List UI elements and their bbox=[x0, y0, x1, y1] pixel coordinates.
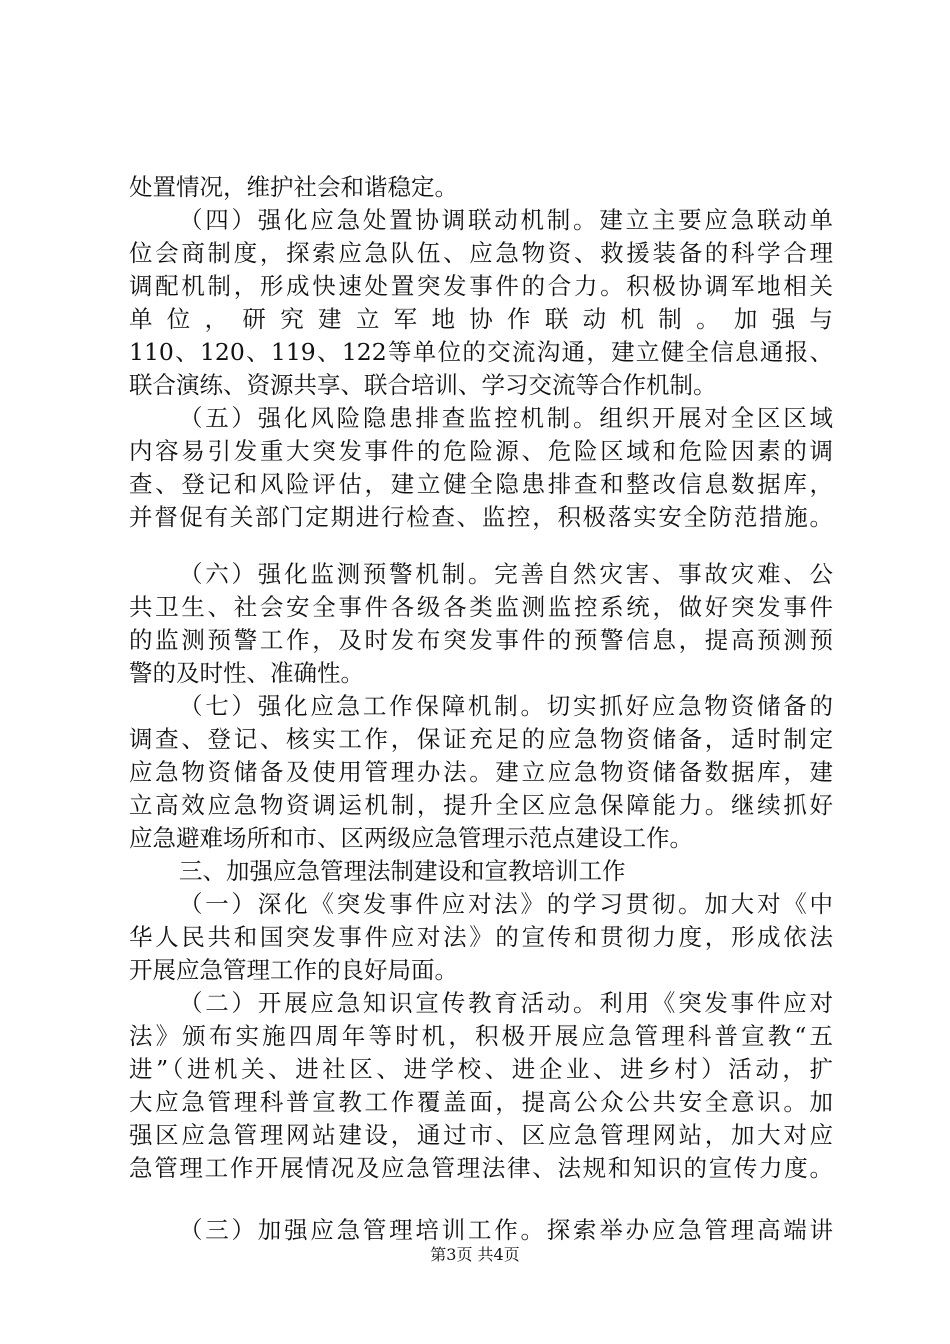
text-line: 进”（进机关、进社区、进学校、进企业、进乡村）活动，扩 bbox=[129, 1055, 833, 1083]
page-number-label: 第3页 共4页 bbox=[430, 1245, 520, 1264]
text-line: 的监测预警工作，及时发布突发事件的预警信息，提高预测预 bbox=[129, 626, 833, 654]
text-line: 调查、登记、核实工作，保证充足的应急物资储备，适时制定 bbox=[129, 725, 833, 753]
text-line: 应急物资储备及使用管理办法。建立应急物资储备数据库，建 bbox=[129, 758, 833, 786]
document-body bbox=[129, 171, 833, 1247]
text-line: 开展应急管理工作的良好局面。 bbox=[129, 956, 458, 984]
text-line: 单位，研究建立军地协作联动机制。加强与 bbox=[129, 305, 833, 333]
text-line: 应急避难场所和市、区两级应急管理示范点建设工作。 bbox=[129, 824, 693, 852]
text-line: 内容易引发重大突发事件的危险源、危险区域和危险因素的调 bbox=[129, 437, 833, 465]
paragraph-heading-line: （二）开展应急知识宣传教育活动。利用《突发事件应对 bbox=[179, 989, 833, 1017]
section-heading: 三、加强应急管理法制建设和宣教培训工作 bbox=[179, 857, 626, 885]
text-line: 华人民共和国突发事件应对法》的宣传和贯彻力度，形成依法 bbox=[129, 923, 833, 951]
paragraph-heading-line: （五）强化风险隐患排查监控机制。组织开展对全区区域 bbox=[179, 404, 833, 432]
text-line: 共卫生、社会安全事件各级各类监测监控系统，做好突发事件 bbox=[129, 593, 833, 621]
paragraph-gap bbox=[129, 1185, 833, 1214]
paragraph-heading-line: （一）深化《突发事件应对法》的学习贯彻。加大对《中 bbox=[179, 890, 833, 918]
text-line: 立高效应急物资调运机制，提升全区应急保障能力。继续抓好 bbox=[129, 791, 833, 819]
paragraph-heading-line: （三）加强应急管理培训工作。探索举办应急管理高端讲 bbox=[179, 1216, 833, 1244]
text-line: 位会商制度，探索应急队伍、应急物资、救援装备的科学合理 bbox=[129, 239, 833, 267]
page-footer bbox=[0, 1244, 950, 1266]
paragraph-heading-line: （四）强化应急处置协调联动机制。建立主要应急联动单 bbox=[179, 206, 833, 234]
text-line: 警的及时性、准确性。 bbox=[129, 659, 364, 687]
text-line: 大应急管理科普宣教工作覆盖面，提高公众公共安全意识。加 bbox=[129, 1088, 833, 1116]
text-line: 110、120、119、122等单位的交流沟通，建立健全信息通报、 bbox=[129, 338, 833, 366]
paragraph-heading-line: （七）强化应急工作保障机制。切实抓好应急物资储备的 bbox=[179, 692, 833, 720]
text-line: 调配机制，形成快速处置突发事件的合力。积极协调军地相关 bbox=[129, 272, 833, 300]
text-line: 联合演练、资源共享、联合培训、学习交流等合作机制。 bbox=[129, 371, 717, 399]
text-line: 急管理工作开展情况及应急管理法律、法规和知识的宣传力度。 bbox=[129, 1154, 833, 1182]
text-line: 查、登记和风险评估，建立健全隐患排查和整改信息数据库， bbox=[129, 470, 833, 498]
text-line: 法》颁布实施四周年等时机，积极开展应急管理科普宣教“五 bbox=[129, 1022, 833, 1050]
text-line: 强区应急管理网站建设，通过市、区应急管理网站，加大对应 bbox=[129, 1121, 833, 1149]
paragraph-heading-line: （六）强化监测预警机制。完善自然灾害、事故灾难、公 bbox=[179, 560, 833, 588]
text-line: 并督促有关部门定期进行检查、监控，积极落实安全防范措施。 bbox=[129, 503, 833, 531]
paragraph-gap bbox=[129, 534, 833, 558]
text-line: 处置情况，维护社会和谐稳定。 bbox=[129, 173, 458, 201]
